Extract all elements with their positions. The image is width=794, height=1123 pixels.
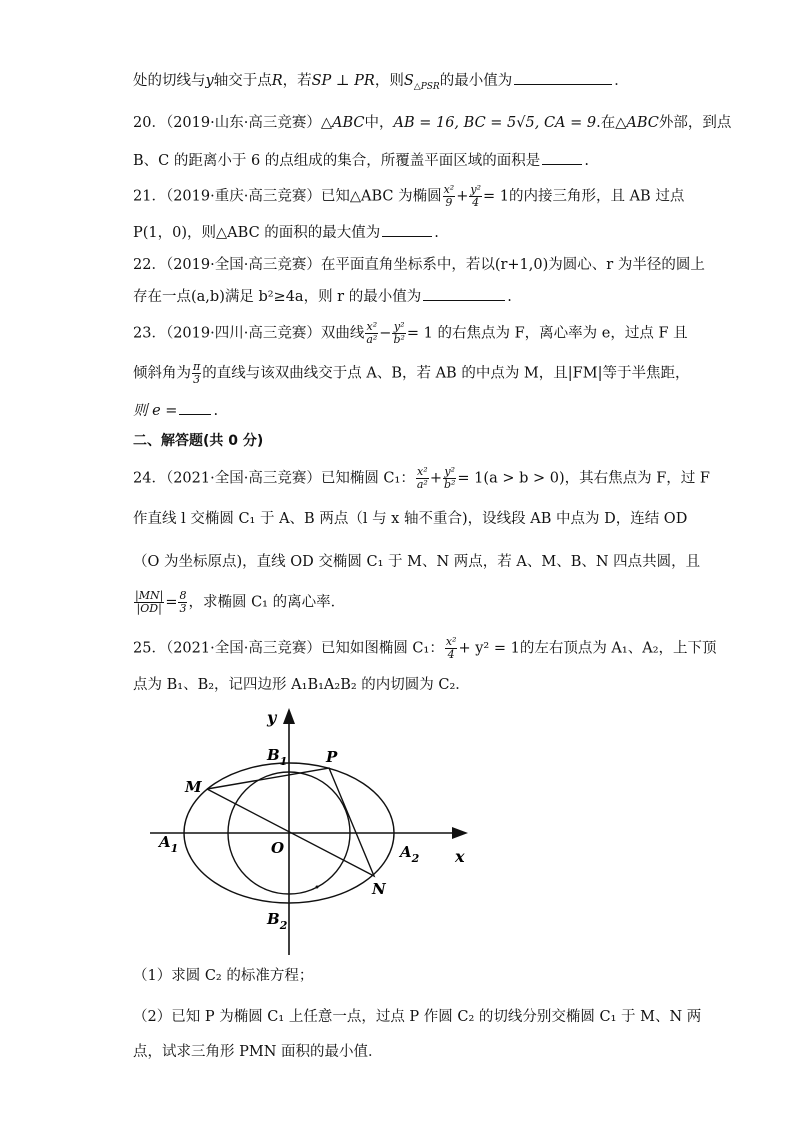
denominator: a²: [416, 478, 428, 491]
text: 22．（2019·全国·高三竞赛）在平面直角坐标系中，若以(r+1,0)为圆心、r 为半径的圆上: [133, 257, 705, 273]
text-line-continuation: 处的切线与y轴交于点R，若SP ⊥ PR，则$S_{\triangle PSR}$的最小值为 ．: [133, 70, 629, 97]
numerator: |MN|: [135, 589, 164, 602]
text: 23．（2019·四川·高三竞赛）双曲线: [133, 325, 365, 342]
numerator: 8: [179, 589, 187, 602]
question-25-line-1: [133, 636, 717, 661]
text: +: [429, 470, 442, 487]
fraction: [192, 361, 201, 386]
text: −: [379, 325, 392, 342]
answer-blank: [542, 150, 582, 165]
denominator: 3: [193, 373, 201, 386]
ellipse-figure: [130, 700, 490, 960]
question-20-line-2: B、C 的距离小于 6 的点组成的集合，所覆盖平面区域的面积是 .: [133, 150, 589, 171]
text: （2）已知 P 为椭圆 C₁ 上任意一点，过点 P 作圆 C₂ 的切线分别交椭圆 C₁ 于 M、N 两: [133, 1009, 702, 1025]
tangent-point: [316, 886, 319, 889]
text: = 1 的右焦点为 F，离心率为 e，过点 F 且: [406, 325, 688, 342]
fraction: [416, 466, 429, 491]
part-1: [133, 966, 313, 986]
label-o: O: [271, 839, 285, 857]
part-2-line-2: [133, 1042, 383, 1062]
fraction: [392, 321, 405, 346]
numerator: y²: [470, 183, 481, 196]
answer-blank: [179, 400, 211, 415]
text: （O 为坐标原点)，直线 OD 交椭圆 C₁ 于 M、N 两点，若 A、M、B、N 四点共圆，且: [133, 554, 701, 570]
label-b2: $B_2$: [267, 910, 288, 932]
text: （1）求圆 C₂ 的标准方程；: [133, 968, 314, 984]
numerator: x²: [366, 320, 378, 333]
denominator: 3: [179, 602, 187, 615]
denominator: 4: [447, 648, 455, 661]
section-heading: 二、解答题(共 0 分): [133, 433, 264, 449]
text: S: [403, 73, 414, 89]
text: 的最小值为: [439, 73, 513, 89]
question-24-line-3: [133, 552, 700, 572]
subscript: △PSR: [413, 81, 440, 92]
question-21-line-2: P(1，0)，则△ABC 的面积的最大值为 .: [133, 222, 439, 243]
question-24-line-1: [133, 466, 710, 491]
denominator: a²: [366, 333, 378, 346]
text: 外部，到点: [658, 115, 732, 131]
question-22-line-2: 存在一点(a,b)满足 b²≥4a，则 r 的最小值为 .: [133, 286, 512, 307]
text: 21．（2019·重庆·高三竞赛）已知△ABC 为椭圆: [133, 188, 442, 205]
denominator: 9: [445, 196, 453, 209]
fraction: [469, 184, 482, 209]
numerator: y²: [444, 465, 455, 478]
question-20-line-1: [133, 113, 731, 133]
fraction: [443, 184, 456, 209]
fraction: [445, 636, 458, 661]
question-24-line-2: [133, 509, 687, 529]
text: 则 e =: [133, 403, 178, 419]
question-24-line-4: [133, 590, 345, 615]
answer-blank: [423, 286, 505, 301]
label-p: P: [326, 748, 338, 766]
question-23-line-1: [133, 321, 688, 346]
question-22-line-1: [133, 255, 705, 275]
answer-blank: [382, 222, 432, 237]
math-expression: AB = 16, BC = 5√5, CA = 9: [393, 115, 597, 131]
text: 24．（2021·全国·高三竞赛）已知椭圆 C₁：: [133, 470, 415, 487]
numerator: π: [193, 360, 201, 373]
text: ABC: [626, 115, 659, 131]
numerator: y²: [393, 320, 405, 333]
text: y: [205, 73, 214, 89]
label-b1: $B_1$: [267, 746, 288, 768]
text: B、C 的距离小于 6 的点组成的集合，所覆盖平面区域的面积是: [133, 153, 541, 169]
denominator: b²: [443, 478, 456, 491]
question-21-line-1: [133, 184, 684, 209]
text: R: [271, 73, 283, 89]
numerator: x²: [417, 465, 428, 478]
text: +: [456, 188, 469, 205]
label-x: x: [455, 847, 465, 866]
text: 作直线 l 交椭圆 C₁ 于 A、B 两点（l 与 x 轴不重合)，设线段 AB 中点为 D，连结 OD: [133, 511, 688, 527]
text: = 1的内接三角形，且 AB 过点: [482, 188, 685, 205]
text: =: [165, 594, 178, 611]
text: + y² = 1的左右顶点为 A₁、A₂，上下顶: [458, 640, 717, 657]
text: ，求椭圆 C₁ 的离心率．: [188, 594, 346, 611]
part-2-line-1: [133, 1007, 701, 1027]
text: ，则: [374, 73, 404, 89]
text: 点为 B₁、B₂，记四边形 A₁B₁A₂B₂ 的内切圆为 C₂．: [133, 677, 470, 693]
label-a1: $A_1$: [159, 833, 179, 855]
question-25-line-2: [133, 675, 470, 695]
label-m: M: [185, 778, 202, 796]
text: 20．（2019·山东·高三竞赛）△: [133, 115, 332, 131]
label-y: y: [267, 708, 277, 727]
text: 的直线与该双曲线交于点 A、B，若 AB 的中点为 M，且|FM|等于半焦距，: [202, 365, 690, 382]
text: 处的切线与: [133, 73, 206, 89]
text: 存在一点(a,b)满足 b²≥4a，则 r 的最小值为: [133, 289, 422, 305]
label-n: N: [372, 880, 386, 898]
denominator: 4: [472, 196, 480, 209]
text: 倾斜角为: [133, 365, 191, 382]
denominator: b²: [393, 333, 405, 346]
text: 25．（2021·全国·高三竞赛）已知如图椭圆 C₁：: [133, 640, 444, 657]
label-a2: $A_2$: [400, 843, 420, 865]
x-axis-arrow: [452, 827, 468, 839]
text: ABC: [331, 115, 365, 131]
text: P(1，0)，则△ABC 的面积的最大值为: [133, 225, 381, 241]
fraction: [443, 466, 456, 491]
text: .在△: [596, 115, 627, 131]
numerator: x²: [443, 183, 455, 196]
numerator: x²: [445, 635, 457, 648]
text: ，若: [282, 73, 312, 89]
text: 轴交于点: [213, 73, 272, 89]
y-axis-arrow: [283, 708, 295, 724]
denominator: |OD|: [136, 602, 162, 615]
answer-blank: [514, 70, 612, 85]
fraction: [178, 590, 187, 615]
question-23-line-2: [133, 361, 689, 386]
fraction: [134, 590, 164, 615]
vector-expression: SP ⊥ PR: [311, 73, 375, 89]
fraction: [365, 321, 378, 346]
text: 点，试求三角形 PMN 面积的最小值．: [133, 1044, 383, 1060]
text: = 1(a > b > 0)，其右焦点为 F，过 F: [457, 470, 710, 487]
text: 中，: [364, 115, 394, 131]
question-23-line-3: 则 e = .: [133, 400, 218, 421]
